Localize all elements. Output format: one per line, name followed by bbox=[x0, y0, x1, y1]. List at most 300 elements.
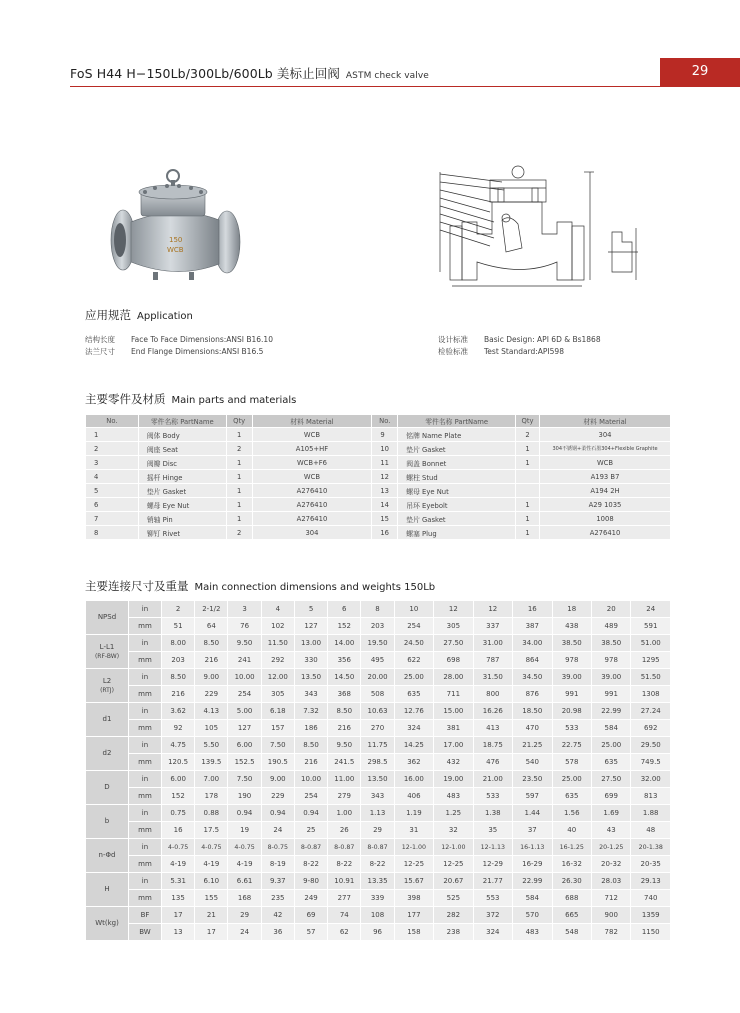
parts-title bbox=[85, 391, 296, 407]
table-cell: 铭牌 Name Plate bbox=[398, 428, 516, 442]
table-row bbox=[86, 484, 671, 498]
table-cell: 6.10 bbox=[195, 873, 228, 890]
table-cell: 304 bbox=[252, 526, 372, 540]
table-cell: 17 bbox=[162, 907, 195, 924]
table-cell: 1 bbox=[226, 456, 252, 470]
table-cell: 4-19 bbox=[228, 856, 261, 873]
table-cell: 39.00 bbox=[591, 669, 630, 686]
table-cell: 5.50 bbox=[195, 737, 228, 754]
table-cell: 23.50 bbox=[513, 771, 552, 788]
table-cell: 489 bbox=[591, 618, 630, 635]
group-name: d1 bbox=[102, 715, 112, 723]
valve-section-drawing bbox=[432, 162, 654, 292]
table-cell: 16.00 bbox=[394, 771, 433, 788]
table-cell: 406 bbox=[394, 788, 433, 805]
table-cell: 155 bbox=[195, 890, 228, 907]
table-row bbox=[86, 526, 671, 540]
photo-mark-wcb: WCB bbox=[167, 246, 184, 254]
table-cell: 16 bbox=[513, 601, 552, 618]
table-cell: 0.94 bbox=[294, 805, 327, 822]
table-cell: 8.00 bbox=[162, 635, 195, 652]
table-cell: 216 bbox=[328, 720, 361, 737]
table-cell: 1 bbox=[226, 484, 252, 498]
table-cell: 1.88 bbox=[631, 805, 671, 822]
table-cell: 21.77 bbox=[473, 873, 512, 890]
table-cell: 304 bbox=[540, 428, 671, 442]
table-cell: 垫片 Gasket bbox=[398, 442, 516, 456]
table-row bbox=[86, 512, 671, 526]
table-cell: 10 bbox=[394, 601, 433, 618]
table-cell: 96 bbox=[361, 924, 394, 941]
table-cell: 40 bbox=[552, 822, 591, 839]
unit-cell: mm bbox=[129, 686, 162, 703]
table-cell: 20-32 bbox=[591, 856, 630, 873]
table-cell: 900 bbox=[591, 907, 630, 924]
page-header bbox=[70, 58, 740, 87]
table-cell: 19.50 bbox=[361, 635, 394, 652]
table-row bbox=[86, 754, 671, 771]
table-cell: 127 bbox=[294, 618, 327, 635]
table-cell: 销轴 Pin bbox=[138, 512, 226, 526]
table-cell: 102 bbox=[261, 618, 294, 635]
table-cell: 螺母 Eye Nut bbox=[398, 484, 516, 498]
table-cell: 铆钉 Rivet bbox=[138, 526, 226, 540]
table-cell: 9 bbox=[372, 428, 398, 442]
table-cell: 343 bbox=[361, 788, 394, 805]
table-cell: 688 bbox=[552, 890, 591, 907]
table-cell: 13 bbox=[372, 484, 398, 498]
table-cell: 5 bbox=[294, 601, 327, 618]
dims-title-en: Main connection dimensions and weights 150Lb bbox=[194, 582, 436, 593]
table-cell: 368 bbox=[328, 686, 361, 703]
table-cell: A105+HF bbox=[252, 442, 372, 456]
table-cell: 692 bbox=[631, 720, 671, 737]
table-cell: 24 bbox=[261, 822, 294, 839]
table-cell: 864 bbox=[513, 652, 552, 669]
table-cell: 35 bbox=[473, 822, 512, 839]
table-cell: 578 bbox=[552, 754, 591, 771]
table-cell: 305 bbox=[434, 618, 473, 635]
table-cell: 978 bbox=[552, 652, 591, 669]
table-cell: 16-1.13 bbox=[513, 839, 552, 856]
table-cell: 1.69 bbox=[591, 805, 630, 822]
table-row bbox=[86, 669, 671, 686]
table-cell: 216 bbox=[195, 652, 228, 669]
table-cell: 782 bbox=[591, 924, 630, 941]
table-cell: 120.5 bbox=[162, 754, 195, 771]
table-cell: 1.00 bbox=[328, 805, 361, 822]
table-cell: 1359 bbox=[631, 907, 671, 924]
table-cell: 553 bbox=[473, 890, 512, 907]
table-cell: 16-32 bbox=[552, 856, 591, 873]
table-cell: 584 bbox=[513, 890, 552, 907]
table-row bbox=[86, 907, 671, 924]
unit-cell: BW bbox=[129, 924, 162, 941]
table-cell: 398 bbox=[394, 890, 433, 907]
table-cell: 168 bbox=[228, 890, 261, 907]
unit-cell: mm bbox=[129, 754, 162, 771]
table-cell: 978 bbox=[591, 652, 630, 669]
spec-label: 法兰尺寸 bbox=[85, 347, 115, 356]
table-cell: 12-1.00 bbox=[434, 839, 473, 856]
table-row bbox=[86, 822, 671, 839]
table-cell: 吊环 Eyebolt bbox=[398, 498, 516, 512]
table-cell: 27.50 bbox=[591, 771, 630, 788]
table-cell: 9.00 bbox=[195, 669, 228, 686]
table-cell: 635 bbox=[394, 686, 433, 703]
group-name: H bbox=[104, 885, 110, 893]
table-row bbox=[86, 771, 671, 788]
table-cell: 11.00 bbox=[328, 771, 361, 788]
table-cell: 2 bbox=[226, 526, 252, 540]
table-cell: 533 bbox=[473, 788, 512, 805]
table-cell: 20-1.25 bbox=[591, 839, 630, 856]
table-cell: 48 bbox=[631, 822, 671, 839]
table-cell: 22.99 bbox=[513, 873, 552, 890]
table-cell: 991 bbox=[552, 686, 591, 703]
table-cell: 垫片 Gasket bbox=[138, 484, 226, 498]
table-cell: 28.03 bbox=[591, 873, 630, 890]
table-cell: 4-19 bbox=[162, 856, 195, 873]
table-cell: 25.00 bbox=[591, 737, 630, 754]
table-cell: 13.50 bbox=[361, 771, 394, 788]
table-cell: 29.50 bbox=[631, 737, 671, 754]
table-cell: 38.50 bbox=[591, 635, 630, 652]
table-cell: 51.00 bbox=[631, 635, 671, 652]
table-cell: 7 bbox=[86, 512, 139, 526]
table-cell: 438 bbox=[552, 618, 591, 635]
table-cell: 51 bbox=[162, 618, 195, 635]
dimension-group-label bbox=[86, 873, 129, 907]
unit-cell: mm bbox=[129, 618, 162, 635]
table-cell: 12-29 bbox=[473, 856, 512, 873]
table-cell: 178 bbox=[195, 788, 228, 805]
table-row bbox=[86, 805, 671, 822]
table-cell: 16.26 bbox=[473, 703, 512, 720]
page-number: 29 bbox=[660, 58, 740, 86]
title-text: FoS H44 H−150Lb/300Lb/600Lb 美标止回阀 bbox=[70, 66, 340, 81]
table-cell: 8 bbox=[361, 601, 394, 618]
table-cell: 381 bbox=[434, 720, 473, 737]
unit-cell: BF bbox=[129, 907, 162, 924]
table-row bbox=[86, 856, 671, 873]
table-cell: 13.35 bbox=[361, 873, 394, 890]
table-cell: 9.37 bbox=[261, 873, 294, 890]
table-cell: 139.5 bbox=[195, 754, 228, 771]
table-cell: 12-25 bbox=[434, 856, 473, 873]
unit-cell: in bbox=[129, 873, 162, 890]
table-cell: 1.25 bbox=[434, 805, 473, 822]
table-cell: 1008 bbox=[540, 512, 671, 526]
table-cell: 105 bbox=[195, 720, 228, 737]
table-cell: 14.25 bbox=[394, 737, 433, 754]
spec-label: 检验标准 bbox=[438, 347, 468, 356]
table-cell: 339 bbox=[361, 890, 394, 907]
table-cell: 31.50 bbox=[473, 669, 512, 686]
table-cell: 324 bbox=[394, 720, 433, 737]
table-cell: 476 bbox=[473, 754, 512, 771]
dims-title bbox=[85, 578, 435, 594]
table-cell: 16-1.25 bbox=[552, 839, 591, 856]
table-cell: 20.67 bbox=[434, 873, 473, 890]
table-cell: 0.94 bbox=[261, 805, 294, 822]
table-cell: 1295 bbox=[631, 652, 671, 669]
group-subname: (RF-BW) bbox=[94, 652, 120, 660]
application-title-en: Application bbox=[137, 311, 193, 322]
table-cell: 10.00 bbox=[228, 669, 261, 686]
table-cell: 7.50 bbox=[228, 771, 261, 788]
table-cell: 277 bbox=[328, 890, 361, 907]
table-cell: 229 bbox=[195, 686, 228, 703]
table-cell: 16 bbox=[372, 526, 398, 540]
table-cell: 241 bbox=[228, 652, 261, 669]
table-cell: 158 bbox=[394, 924, 433, 941]
table-cell: 3 bbox=[228, 601, 261, 618]
header-material: 材料 Material bbox=[252, 415, 372, 428]
table-cell: 740 bbox=[631, 890, 671, 907]
table-cell: 635 bbox=[552, 788, 591, 805]
group-name: d2 bbox=[102, 749, 112, 757]
table-cell: 135 bbox=[162, 890, 195, 907]
table-row bbox=[86, 788, 671, 805]
table-cell: 1.44 bbox=[513, 805, 552, 822]
table-cell: 16 bbox=[162, 822, 195, 839]
table-cell: 1 bbox=[226, 470, 252, 484]
table-cell: 470 bbox=[513, 720, 552, 737]
table-cell: 8.50 bbox=[294, 737, 327, 754]
table-cell: 10.00 bbox=[294, 771, 327, 788]
table-cell: 29 bbox=[361, 822, 394, 839]
table-cell: 343 bbox=[294, 686, 327, 703]
table-cell: 阀座 Seat bbox=[138, 442, 226, 456]
table-cell: 1 bbox=[226, 512, 252, 526]
table-cell: 5.00 bbox=[228, 703, 261, 720]
table-cell: 垫片 Gasket bbox=[398, 512, 516, 526]
table-cell: 508 bbox=[361, 686, 394, 703]
table-cell: 548 bbox=[552, 924, 591, 941]
table-cell: 1 bbox=[516, 442, 540, 456]
table-cell: 635 bbox=[591, 754, 630, 771]
dimension-group-label bbox=[86, 635, 129, 669]
table-cell: 20.00 bbox=[361, 669, 394, 686]
table-cell: 57 bbox=[294, 924, 327, 941]
table-cell: 13.50 bbox=[294, 669, 327, 686]
dimension-group-label bbox=[86, 669, 129, 703]
table-cell: 28.00 bbox=[434, 669, 473, 686]
table-cell: 7.32 bbox=[294, 703, 327, 720]
table-cell: 17.00 bbox=[434, 737, 473, 754]
table-cell: 阀体 Body bbox=[138, 428, 226, 442]
table-cell: 20-1.38 bbox=[631, 839, 671, 856]
table-cell: 18.50 bbox=[513, 703, 552, 720]
table-cell: 711 bbox=[434, 686, 473, 703]
table-cell: 8.50 bbox=[328, 703, 361, 720]
table-cell: 1 bbox=[226, 428, 252, 442]
table-cell: 1 bbox=[516, 526, 540, 540]
dimension-group-label bbox=[86, 601, 129, 635]
table-cell: 39.00 bbox=[552, 669, 591, 686]
table-cell: 525 bbox=[434, 890, 473, 907]
dimensions-table bbox=[85, 600, 671, 941]
table-cell: 38.50 bbox=[552, 635, 591, 652]
table-cell: 108 bbox=[361, 907, 394, 924]
parts-table bbox=[85, 414, 671, 540]
table-cell: 203 bbox=[361, 618, 394, 635]
table-cell: 270 bbox=[361, 720, 394, 737]
table-cell: 15.67 bbox=[394, 873, 433, 890]
table-row bbox=[86, 470, 671, 484]
table-cell: 12-1.13 bbox=[473, 839, 512, 856]
table-cell: 1.13 bbox=[361, 805, 394, 822]
table-cell: 19.00 bbox=[434, 771, 473, 788]
table-row bbox=[86, 839, 671, 856]
table-cell: 4-0.75 bbox=[162, 839, 195, 856]
table-cell: 12.76 bbox=[394, 703, 433, 720]
table-cell: 324 bbox=[473, 924, 512, 941]
table-cell: 14 bbox=[372, 498, 398, 512]
table-cell: 27.24 bbox=[631, 703, 671, 720]
table-cell: 螺塞 Plug bbox=[398, 526, 516, 540]
table-cell: 238 bbox=[434, 924, 473, 941]
spec-test-standard bbox=[438, 346, 601, 358]
table-row bbox=[86, 456, 671, 470]
header-qty: Qty bbox=[516, 415, 540, 428]
table-cell: WCB bbox=[540, 456, 671, 470]
table-cell: 15.00 bbox=[434, 703, 473, 720]
table-cell: 1 bbox=[226, 498, 252, 512]
table-cell: 8-19 bbox=[261, 856, 294, 873]
table-cell: 43 bbox=[591, 822, 630, 839]
photo-mark-150: 150 bbox=[169, 236, 183, 244]
table-cell: 15 bbox=[372, 512, 398, 526]
group-name: L2 bbox=[102, 676, 112, 685]
table-cell: 76 bbox=[228, 618, 261, 635]
header-material: 材料 Material bbox=[540, 415, 671, 428]
table-row bbox=[86, 442, 671, 456]
table-cell: 800 bbox=[473, 686, 512, 703]
unit-cell: in bbox=[129, 737, 162, 754]
table-row bbox=[86, 873, 671, 890]
dimension-group-label bbox=[86, 703, 129, 737]
group-name: D bbox=[104, 783, 110, 791]
spec-label: 设计标准 bbox=[438, 335, 468, 344]
header-qty: Qty bbox=[226, 415, 252, 428]
table-cell: 20.98 bbox=[552, 703, 591, 720]
spec-end-flange bbox=[85, 346, 273, 358]
table-cell: 4.75 bbox=[162, 737, 195, 754]
table-row bbox=[86, 601, 671, 618]
table-cell: 712 bbox=[591, 890, 630, 907]
table-cell: 4-19 bbox=[195, 856, 228, 873]
table-cell: 292 bbox=[261, 652, 294, 669]
table-cell: 11.75 bbox=[361, 737, 394, 754]
spec-value: Basic Design: API 6D & Bs1868 bbox=[484, 335, 601, 344]
table-cell: 18.75 bbox=[473, 737, 512, 754]
table-cell: 37 bbox=[513, 822, 552, 839]
table-cell: 螺柱 Stud bbox=[398, 470, 516, 484]
table-cell: 216 bbox=[294, 754, 327, 771]
table-cell: 387 bbox=[513, 618, 552, 635]
dimension-group-label bbox=[86, 737, 129, 771]
table-cell: 152 bbox=[328, 618, 361, 635]
table-cell: 36 bbox=[261, 924, 294, 941]
table-cell: 1 bbox=[86, 428, 139, 442]
table-cell: 26 bbox=[328, 822, 361, 839]
table-cell: 22.75 bbox=[552, 737, 591, 754]
unit-cell: in bbox=[129, 703, 162, 720]
table-cell: 6.61 bbox=[228, 873, 261, 890]
unit-cell: mm bbox=[129, 856, 162, 873]
header-no: No. bbox=[372, 415, 398, 428]
table-cell: 12-25 bbox=[394, 856, 433, 873]
table-cell: 372 bbox=[473, 907, 512, 924]
table-cell: 6.00 bbox=[228, 737, 261, 754]
group-subname: (RTJ) bbox=[100, 686, 114, 694]
table-cell: 12 bbox=[434, 601, 473, 618]
table-cell: 8.50 bbox=[195, 635, 228, 652]
spec-face-to-face bbox=[85, 334, 273, 346]
table-cell: 876 bbox=[513, 686, 552, 703]
unit-cell: in bbox=[129, 601, 162, 618]
table-cell: 279 bbox=[328, 788, 361, 805]
table-cell: 597 bbox=[513, 788, 552, 805]
table-cell: 1.19 bbox=[394, 805, 433, 822]
spec-label: 结构长度 bbox=[85, 335, 115, 344]
table-cell: 4 bbox=[261, 601, 294, 618]
table-cell: 4.13 bbox=[195, 703, 228, 720]
table-cell: 32 bbox=[434, 822, 473, 839]
table-cell bbox=[516, 470, 540, 484]
table-cell: 42 bbox=[261, 907, 294, 924]
table-cell: 24 bbox=[228, 924, 261, 941]
table-cell: 10.91 bbox=[328, 873, 361, 890]
table-cell: A193 B7 bbox=[540, 470, 671, 484]
header-no: No. bbox=[86, 415, 139, 428]
table-row bbox=[86, 686, 671, 703]
table-cell: A276410 bbox=[252, 498, 372, 512]
table-cell: 249 bbox=[294, 890, 327, 907]
table-cell: 22.99 bbox=[591, 703, 630, 720]
application-title bbox=[85, 307, 193, 323]
table-cell: 235 bbox=[261, 890, 294, 907]
table-row bbox=[86, 720, 671, 737]
table-cell: 17.5 bbox=[195, 822, 228, 839]
table-cell: 51.50 bbox=[631, 669, 671, 686]
table-cell: 92 bbox=[162, 720, 195, 737]
subtitle-text: ASTM check valve bbox=[345, 71, 429, 81]
table-cell bbox=[516, 484, 540, 498]
table-cell: 9.50 bbox=[328, 737, 361, 754]
table-cell: 62 bbox=[328, 924, 361, 941]
table-cell: 12-1.00 bbox=[394, 839, 433, 856]
table-cell: 1 bbox=[516, 512, 540, 526]
unit-cell: mm bbox=[129, 890, 162, 907]
table-cell: 622 bbox=[394, 652, 433, 669]
table-cell: 26.30 bbox=[552, 873, 591, 890]
table-cell: 699 bbox=[591, 788, 630, 805]
table-cell: 229 bbox=[261, 788, 294, 805]
parts-title-cn: 主要零件及材质 bbox=[85, 392, 166, 406]
table-cell: 31 bbox=[394, 822, 433, 839]
table-cell: 1150 bbox=[631, 924, 671, 941]
table-cell: 254 bbox=[294, 788, 327, 805]
table-cell: 305 bbox=[261, 686, 294, 703]
unit-cell: in bbox=[129, 805, 162, 822]
unit-cell: mm bbox=[129, 720, 162, 737]
table-cell: A276410 bbox=[252, 484, 372, 498]
table-cell: 24 bbox=[631, 601, 671, 618]
dimension-group-label bbox=[86, 771, 129, 805]
